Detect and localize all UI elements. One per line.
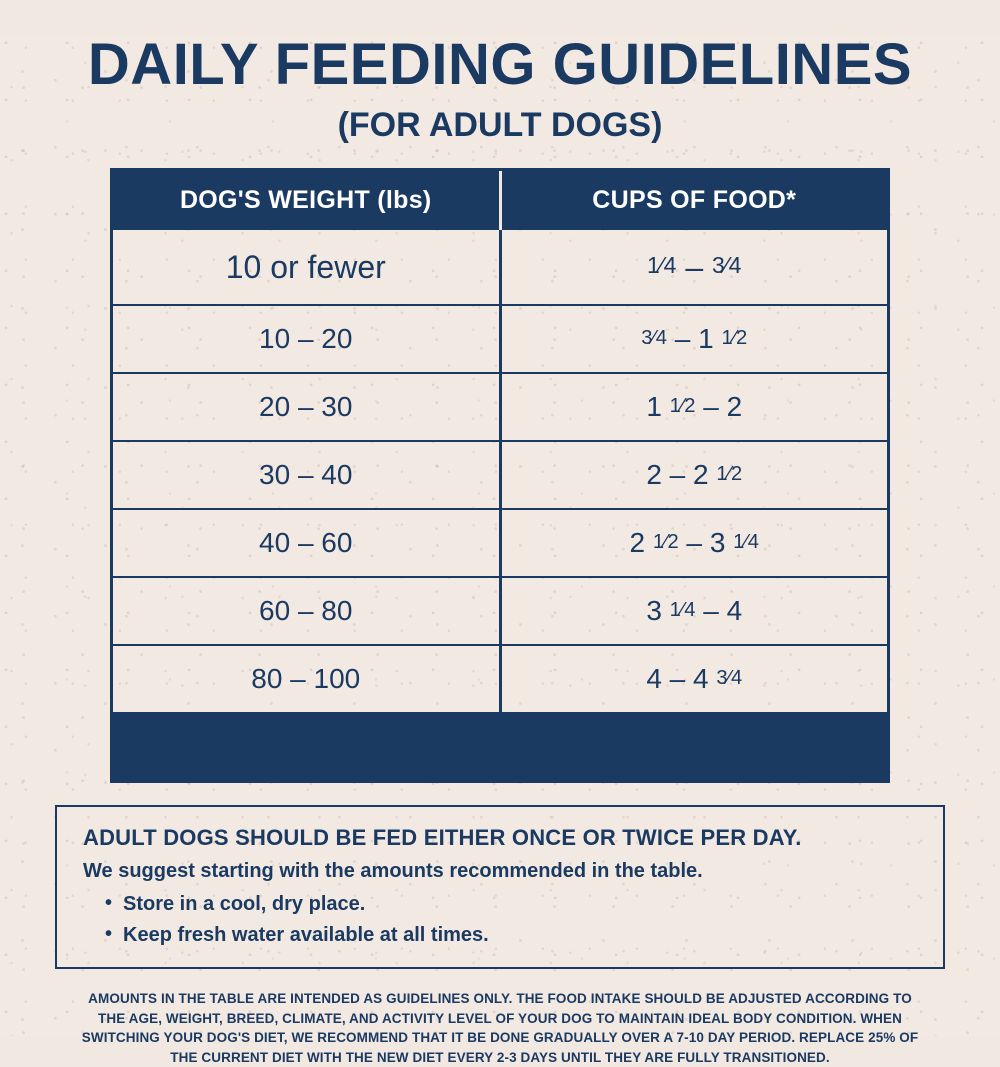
feeding-table-container bbox=[110, 168, 890, 783]
cell-cups-of-food: 3⁄4 – 1 1⁄2 bbox=[500, 305, 887, 373]
column-header-cups: CUPS OF FOOD* bbox=[500, 171, 887, 230]
notes-bullet-list bbox=[83, 893, 917, 947]
table-row bbox=[113, 230, 887, 305]
table-footnote-row bbox=[113, 713, 887, 780]
cell-cups-of-food: 2 – 2 1⁄2 bbox=[500, 441, 887, 509]
cell-cups-of-food: 2 1⁄2 – 3 1⁄4 bbox=[500, 509, 887, 577]
table-footnote: *BASED ON STANDARD 8 OZ MEASURING CUP. bbox=[113, 713, 887, 780]
disclaimer-text: AMOUNTS IN THE TABLE ARE INTENDED AS GUIDELINES ONLY. THE FOOD INTAKE SHOULD BE ADJUSTED ACCORDING TO THE AGE, WEIGHT, BREED, CLIMATE, AND ACTIVITY LEVEL OF YOUR DOG TO MAINTAIN IDEAL BODY CONDITION. WHEN SWITCHING YOUR DOG'S DIET, WE RECOMMEND THAT IT BE DONE GRADUALLY OVER A 7-10 DAY PERIOD. REPLACE 25% OF THE CURRENT DIET WITH THE NEW DIET EVERY 2-3 DAYS UNTIL THEY ARE FULLY TRANSITIONED. bbox=[81, 991, 919, 1065]
column-header-weight: DOG'S WEIGHT (lbs) bbox=[113, 171, 500, 230]
table-header-row bbox=[113, 171, 887, 230]
table-row bbox=[113, 577, 887, 645]
feeding-guidelines-panel bbox=[0, 32, 1000, 1065]
notes-subheading: We suggest starting with the amounts recommended in the table. bbox=[83, 860, 703, 882]
cell-cups-of-food: 4 – 4 3⁄4 bbox=[500, 645, 887, 713]
table-row bbox=[113, 373, 887, 441]
table-row bbox=[113, 305, 887, 373]
cell-cups-of-food: 3 1⁄4 – 4 bbox=[500, 577, 887, 645]
feeding-notes-box bbox=[55, 805, 945, 969]
cell-dog-weight: 80 – 100 bbox=[113, 645, 500, 713]
feeding-table bbox=[113, 171, 887, 780]
cell-dog-weight: 40 – 60 bbox=[113, 509, 500, 577]
cell-cups-of-food: 1⁄4 – 3⁄4 bbox=[646, 248, 742, 285]
cell-dog-weight: 20 – 30 bbox=[113, 373, 500, 441]
table-row bbox=[113, 645, 887, 713]
list-item: • Keep fresh water available at all times. bbox=[105, 924, 917, 947]
cell-dog-weight: 30 – 40 bbox=[113, 441, 500, 509]
table-row bbox=[113, 441, 887, 509]
feeding-table-header bbox=[113, 171, 887, 230]
table-row bbox=[113, 509, 887, 577]
notes-heading: ADULT DOGS SHOULD BE FED EITHER ONCE OR TWICE PER DAY. bbox=[83, 825, 802, 850]
feeding-table-body bbox=[113, 230, 887, 713]
cell-cups-of-food: 1 1⁄2 – 2 bbox=[500, 373, 887, 441]
page-subtitle: (FOR ADULT DOGS) bbox=[337, 106, 663, 144]
cell-dog-weight: 60 – 80 bbox=[113, 577, 500, 645]
page-title: DAILY FEEDING GUIDELINES bbox=[87, 32, 913, 97]
cell-dog-weight: 10 or fewer bbox=[113, 230, 500, 305]
list-item: • Store in a cool, dry place. bbox=[105, 893, 917, 916]
cell-dog-weight: 10 – 20 bbox=[113, 305, 500, 373]
feeding-table-footer bbox=[113, 713, 887, 780]
